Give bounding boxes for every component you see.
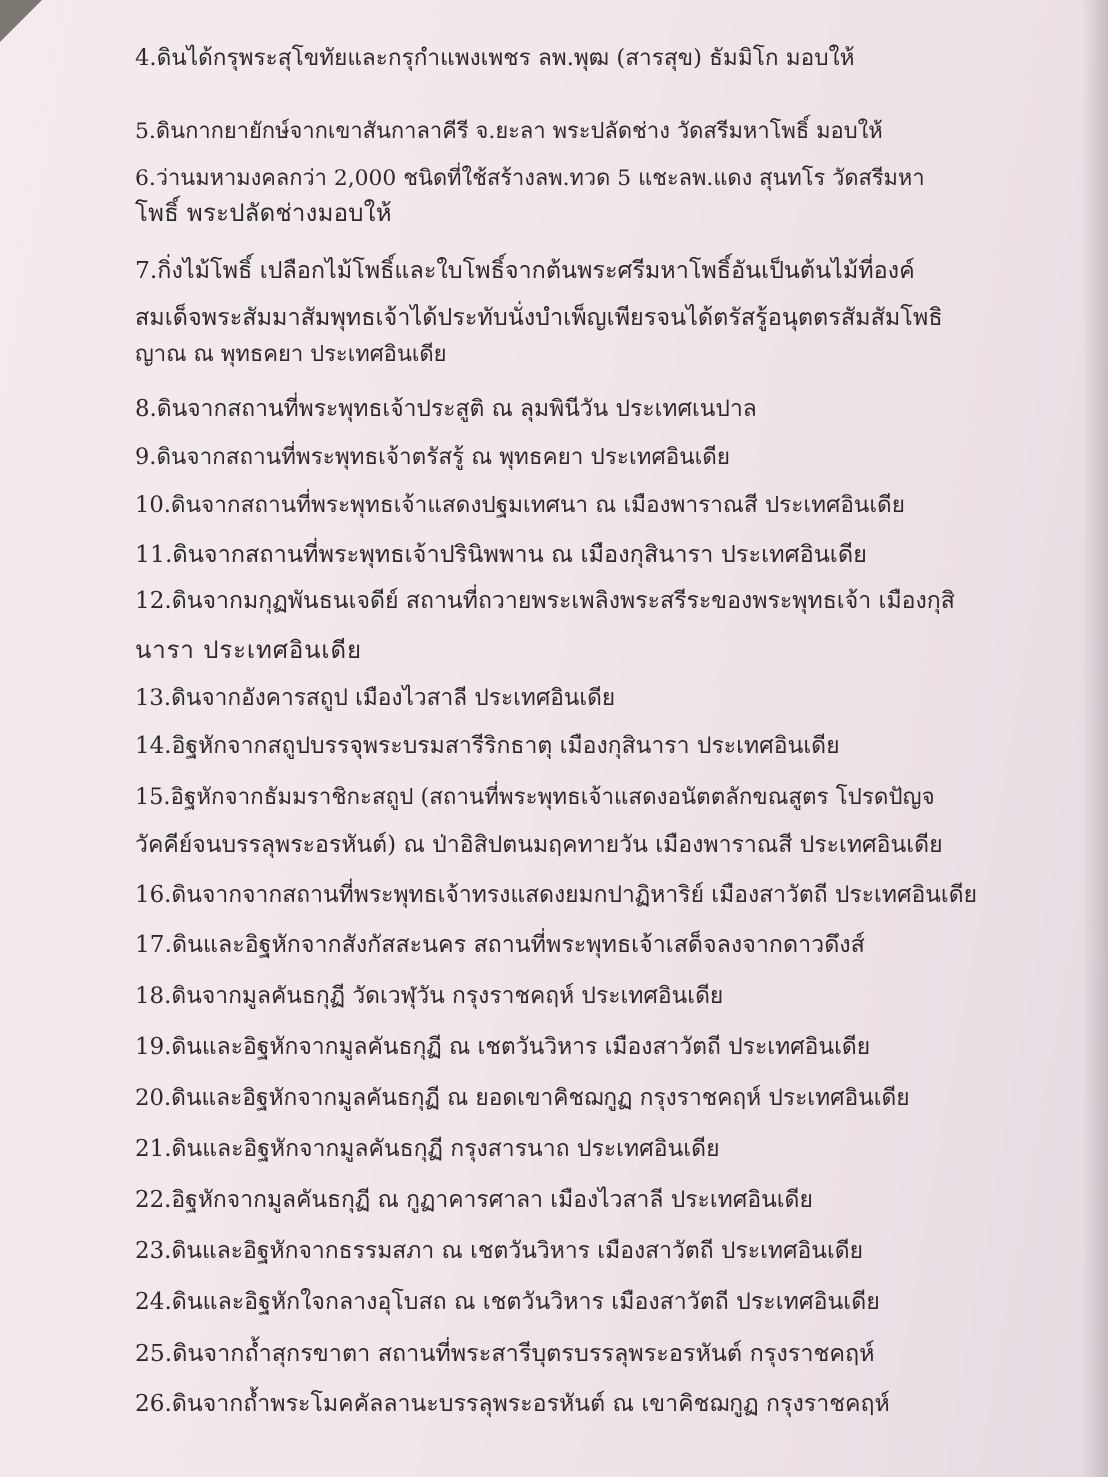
text-line: 13.ดินจากอังคารสถูป เมืองไวสาลี ประเทศอินเดีย [135, 685, 616, 711]
text-line: 15.อิฐหักจากธัมมราชิกะสถูป (สถานที่พระพุทธเจ้าแสดงอนัตตลักขณสูตร โปรดปัญจ [135, 784, 935, 810]
text-line: 20.ดินและอิฐหักจากมูลคันธกุฏี ณ ยอดเขาคิชฌกูฏ กรุงราชคฤห์ ประเทศอินเดีย [135, 1085, 910, 1111]
text-line: 8.ดินจากสถานที่พระพุทธเจ้าประสูติ ณ ลุมพินีวัน ประเทศเนปาล [135, 396, 757, 422]
text-line: 21.ดินและอิฐหักจากมูลคันธกุฏี กรุงสารนาถ ประเทศอินเดีย [135, 1136, 720, 1162]
text-line: วัคคีย์จนบรรลุพระอรหันต์) ณ ป่าอิสิปตนมฤคทายวัน เมืองพาราณสี ประเทศอินเดีย [135, 832, 943, 858]
text-line: 10.ดินจากสถานที่พระพุทธเจ้าแสดงปฐมเทศนา ณ เมืองพาราณสี ประเทศอินเดีย [135, 492, 905, 518]
text-line: 24.ดินและอิฐหักใจกลางอุโบสถ ณ เชตวันวิหาร เมืองสาวัตถี ประเทศอินเดีย [135, 1289, 880, 1315]
text-line: 5.ดินกากยายักษ์จากเขาสันกาลาคีรี จ.ยะลา พระปลัดช่าง วัดสรีมหาโพธิ์ มอบให้ [135, 119, 883, 144]
text-line: 23.ดินและอิฐหักจากธรรมสภา ณ เชตวันวิหาร เมืองสาวัตถี ประเทศอินเดีย [135, 1238, 864, 1264]
text-line: 6.ว่านมหามงคลกว่า 2,000 ชนิดที่ใช้สร้างลพ.ทวด 5 แชะลพ.แดง สุนทโร วัดสรีมหา [135, 166, 925, 191]
text-line: 16.ดินจากจากสถานที่พระพุทธเจ้าทรงแสดงยมกปาฏิหาริย์ เมืองสาวัตถี ประเทศอินเดีย [135, 882, 978, 908]
text-line: 9.ดินจากสถานที่พระพุทธเจ้าตรัสรู้ ณ พุทธคยา ประเทศอินเดีย [135, 444, 731, 470]
text-line: 14.อิฐหักจากสถูปบรรจุพระบรมสารีริกธาตุ เมืองกุสินารา ประเทศอินเดีย [135, 733, 840, 759]
text-line: 22.อิฐหักจากมูลคันธกุฏี ณ กูฏาคารศาลา เมืองไวสาลี ประเทศอินเดีย [135, 1187, 813, 1213]
text-line: 25.ดินจากถ้ำสุกรขาตา สถานที่พระสารีบุตรบรรลุพระอรหันต์ กรุงราชคฤห์ [135, 1339, 875, 1367]
text-line: 19.ดินและอิฐหักจากมูลคันธกุฏี ณ เชตวันวิหาร เมืองสาวัตถี ประเทศอินเดีย [135, 1034, 871, 1060]
text-line: 4.ดินได้กรุพระสุโขทัยและกรุกำแพงเพชร ลพ.พุฒ (สารสุข) ธัมมิโก มอบให้ [135, 45, 855, 71]
text-line: โพธิ์ พระปลัดช่างมอบให้ [135, 199, 392, 227]
text-line: 26.ดินจากถ้ำพระโมคคัลลานะบรรลุพระอรหันต์ ณ เขาคิชฌกูฏ กรุงราชคฤห์ [135, 1391, 890, 1417]
text-line: 17.ดินและอิฐหักจากสังกัสสะนคร สถานที่พระพุทธเจ้าเสด็จลงจากดาวดึงส์ [135, 931, 865, 958]
text-line: 12.ดินจากมกุฏพันธนเจดีย์ สถานที่ถวายพระเพลิงพระสรีระของพระพุทธเจ้า เมืองกุสิ [135, 588, 955, 614]
text-line: 11.ดินจากสถานที่พระพุทธเจ้าปรินิพพาน ณ เมืองกุสินารา ประเทศอินเดีย [135, 540, 867, 568]
text-line: สมเด็จพระสัมมาสัมพุทธเจ้าได้ประทับนั่งบำเพ็ญเพียรจนได้ตรัสรู้อนุตตรสัมสัมโพธิ [135, 303, 943, 331]
text-line: ญาณ ณ พุทธคยา ประเทศอินเดีย [135, 342, 447, 367]
text-line: 7.กิ่งไม้โพธิ์ เปลือกไม้โพธิ์และใบโพธิ์จากต้นพระศรีมหาโพธิ์อันเป็นต้นไม้ที่องค์ [135, 256, 915, 284]
text-line: 18.ดินจากมูลคันธกุฏี วัดเวฬุวัน กรุงราชคฤห์ ประเทศอินเดีย [135, 983, 724, 1009]
text-line: นารา ประเทศอินเดีย [135, 636, 362, 664]
